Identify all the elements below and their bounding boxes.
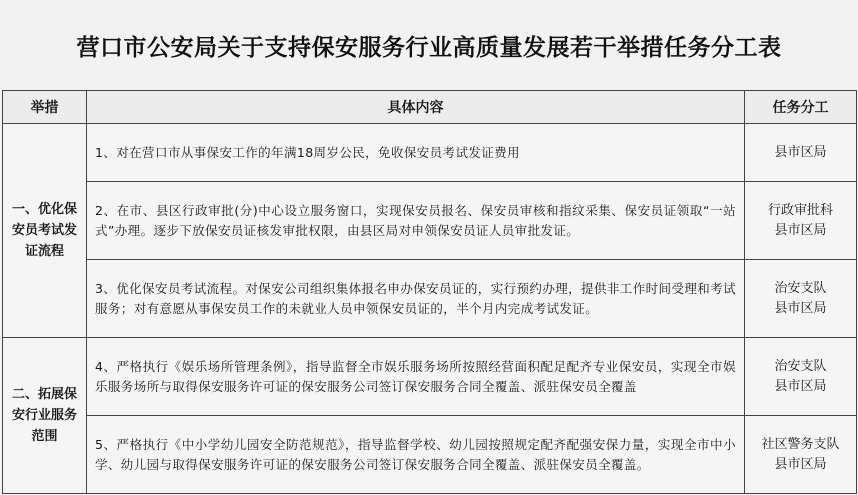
table-row xyxy=(3,182,857,260)
table-row xyxy=(3,124,857,182)
header-dept: 任务分工 xyxy=(745,91,857,124)
content-cell: 2、在市、县区行政审批(分)中心设立服务窗口，实现保安员报名、保安员审核和指纹采集、保安员证领取“一站式”办理。逐步下放保安员证核发审批权限，由县区局对申领保安员证人员审批发证。 xyxy=(87,182,745,260)
content-cell: 1、对在营口市从事保安工作的年满18周岁公民，免收保安员考试发证费用 xyxy=(87,124,745,182)
measure-cell-2: 二、拓展保安行业服务范围 xyxy=(3,338,87,494)
dept-name: 治安支队 xyxy=(774,358,827,374)
table-header-row xyxy=(3,91,857,124)
content-cell: 5、严格执行《中小学幼儿园安全防范规范》，指导监督学校、幼儿园按照规定配齐配强安保力量，实现全市中小学、幼儿园与取得保安服务许可证的保安服务公司签订保安服务合同全覆盖、派驻保安员全覆盖。 xyxy=(87,416,745,494)
dept-name: 行政审批科 xyxy=(767,202,833,218)
dept-cell xyxy=(745,124,857,182)
dept-name: 县市区局 xyxy=(774,222,827,238)
dept-name: 县市区局 xyxy=(774,378,827,394)
table-row xyxy=(3,260,857,338)
dept-cell xyxy=(745,260,857,338)
table-row xyxy=(3,338,857,416)
dept-cell xyxy=(745,416,857,494)
task-table xyxy=(2,90,857,494)
dept-cell xyxy=(745,182,857,260)
dept-cell xyxy=(745,338,857,416)
dept-name: 县市区局 xyxy=(774,144,827,160)
header-content: 具体内容 xyxy=(87,91,745,124)
table-row xyxy=(3,416,857,494)
content-cell: 3、优化保安员考试流程。对保安公司组织集体报名申办保安员证的，实行预约办理，提供非工作时间受理和考试服务；对有意愿从事保安员工作的未就业人员申领保安员证的，半个月内完成考试发证。 xyxy=(87,260,745,338)
header-measure: 举措 xyxy=(3,91,87,124)
dept-name: 社区警务支队 xyxy=(761,436,840,452)
dept-name: 县市区局 xyxy=(774,456,827,472)
dept-name: 县市区局 xyxy=(774,300,827,316)
page-title: 营口市公安局关于支持保安服务行业高质量发展若干举措任务分工表 xyxy=(76,34,782,61)
measure-cell-1: 一、优化保安员考试发证流程 xyxy=(3,124,87,338)
dept-name: 治安支队 xyxy=(774,280,827,296)
content-cell: 4、严格执行《娱乐场所管理条例》，指导监督全市娱乐服务场所按照经营面积配足配齐专业保安员，实现全市娱乐服务场所与取得保安服务许可证的保安服务公司签订保安服务合同全覆盖、派驻保安员全覆盖 xyxy=(87,338,745,416)
